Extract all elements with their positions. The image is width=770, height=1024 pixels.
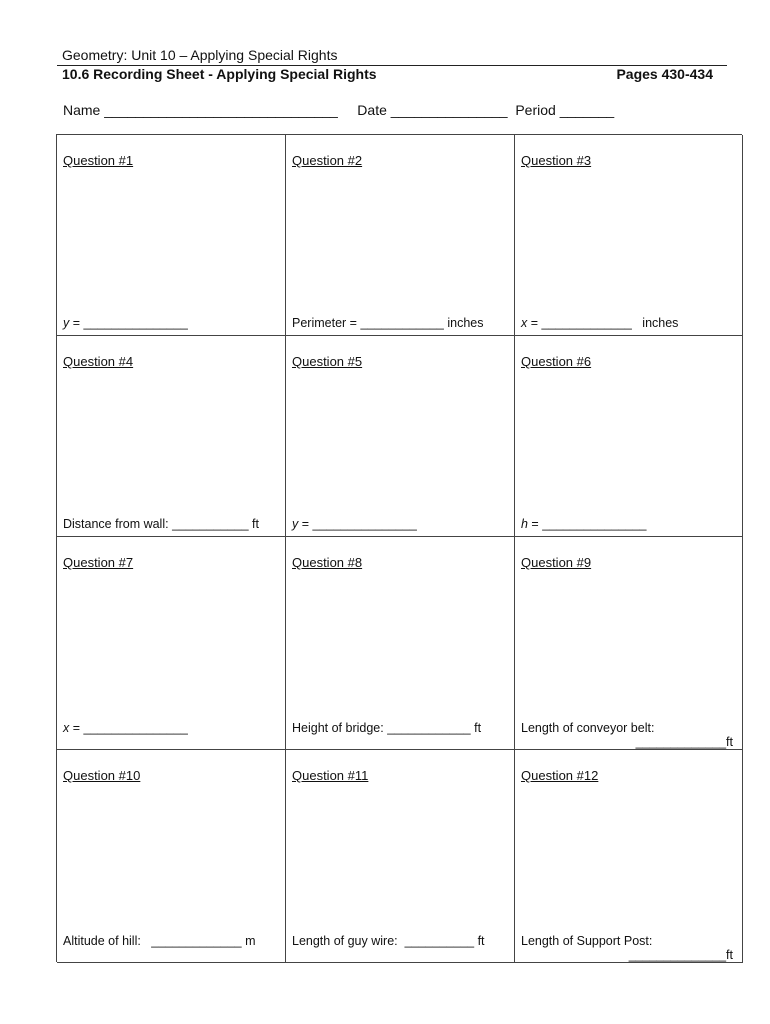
answer-blank[interactable]: _____________ — [541, 316, 632, 330]
name-field[interactable]: ______________________________ — [104, 102, 338, 118]
answer-prefix: Length of guy wire: — [292, 934, 405, 948]
answer-unit: ft — [248, 517, 259, 531]
answer-prefix: Distance from wall: — [63, 517, 173, 531]
answer-blank[interactable]: _______________ — [542, 517, 647, 531]
unit-title: Geometry: Unit 10 – Applying Special Rights — [62, 47, 338, 63]
answer-prefix: = — [527, 316, 542, 330]
question-cell — [515, 135, 743, 336]
question-cell — [286, 537, 515, 750]
answer-line[interactable] — [63, 316, 188, 330]
answer-line[interactable] — [63, 934, 256, 948]
question-title: Question #1 — [63, 153, 134, 168]
answer-unit: ft — [474, 934, 485, 948]
answer-prefix: Perimeter = — [292, 316, 361, 330]
answer-prefix: Length of conveyor belt: — [521, 721, 655, 735]
answer-line[interactable] — [63, 517, 259, 531]
question-title: Question #11 — [292, 768, 369, 783]
question-title: Question #10 — [63, 768, 141, 783]
answer-prefix: Height of bridge: — [292, 721, 388, 735]
answer-line[interactable] — [63, 721, 188, 735]
question-cell — [515, 336, 743, 537]
answer-line[interactable] — [292, 721, 481, 735]
question-title: Question #5 — [292, 354, 363, 369]
answer-unit: inches — [443, 316, 484, 330]
question-title: Question #3 — [521, 153, 592, 168]
period-label: Period — [515, 102, 556, 118]
name-label: Name — [63, 102, 101, 118]
question-cell — [515, 750, 743, 963]
answer-blank[interactable]: _____________ — [151, 934, 242, 948]
answer-prefix: = — [69, 721, 84, 735]
answer-blank[interactable]: _____________ — [635, 735, 727, 749]
answer-line-continued[interactable] — [629, 948, 733, 962]
question-grid — [56, 134, 742, 962]
answer-blank[interactable]: _______________ — [83, 721, 188, 735]
answer-prefix: = — [527, 517, 543, 531]
date-field[interactable]: _______________ — [390, 102, 508, 118]
question-title: Question #2 — [292, 153, 363, 168]
answer-variable: y — [292, 517, 299, 531]
question-title: Question #6 — [521, 354, 592, 369]
answer-unit: ft — [726, 735, 733, 749]
question-cell — [57, 135, 286, 336]
question-cell — [57, 750, 286, 963]
sheet-title-row — [57, 66, 727, 83]
answer-prefix: = — [298, 517, 313, 531]
answer-line[interactable] — [292, 934, 485, 948]
answer-unit: inches — [631, 316, 679, 330]
answer-line — [521, 721, 654, 735]
question-title: Question #4 — [63, 354, 134, 369]
page-range: Pages 430-434 — [616, 66, 713, 82]
sheet-title: 10.6 Recording Sheet - Applying Special Rights — [62, 66, 377, 82]
question-cell — [57, 537, 286, 750]
answer-variable: h — [521, 517, 528, 531]
question-cell — [515, 537, 743, 750]
answer-blank[interactable]: ____________ — [360, 316, 444, 330]
question-cell — [286, 336, 515, 537]
page-header — [57, 47, 727, 83]
answer-unit: m — [241, 934, 256, 948]
answer-blank[interactable]: ___________ — [172, 517, 249, 531]
student-info — [63, 102, 614, 118]
question-title: Question #8 — [292, 555, 363, 570]
date-label: Date — [357, 102, 387, 118]
answer-line — [521, 934, 652, 948]
answer-blank[interactable]: _______________ — [83, 316, 188, 330]
answer-unit: ft — [726, 948, 733, 962]
answer-blank[interactable]: __________ — [404, 934, 475, 948]
answer-line[interactable] — [292, 316, 483, 330]
answer-prefix: Length of Support Post: — [521, 934, 653, 948]
answer-variable: y — [63, 316, 70, 330]
period-field[interactable]: _______ — [559, 102, 615, 118]
answer-line[interactable] — [521, 517, 646, 531]
answer-variable: x — [63, 721, 70, 735]
answer-variable: x — [521, 316, 528, 330]
answer-line[interactable] — [292, 517, 417, 531]
question-cell — [286, 750, 515, 963]
answer-blank[interactable]: ____________ — [387, 721, 471, 735]
answer-line[interactable] — [521, 316, 678, 330]
answer-prefix: = — [69, 316, 84, 330]
question-cell — [57, 336, 286, 537]
question-cell — [286, 135, 515, 336]
question-title: Question #9 — [521, 555, 592, 570]
answer-line-continued[interactable] — [636, 735, 733, 749]
answer-blank[interactable]: ______________ — [628, 948, 727, 962]
answer-prefix: Altitude of hill: — [63, 934, 152, 948]
question-title: Question #7 — [63, 555, 134, 570]
question-title: Question #12 — [521, 768, 599, 783]
answer-blank[interactable]: _______________ — [312, 517, 417, 531]
answer-unit: ft — [470, 721, 482, 735]
